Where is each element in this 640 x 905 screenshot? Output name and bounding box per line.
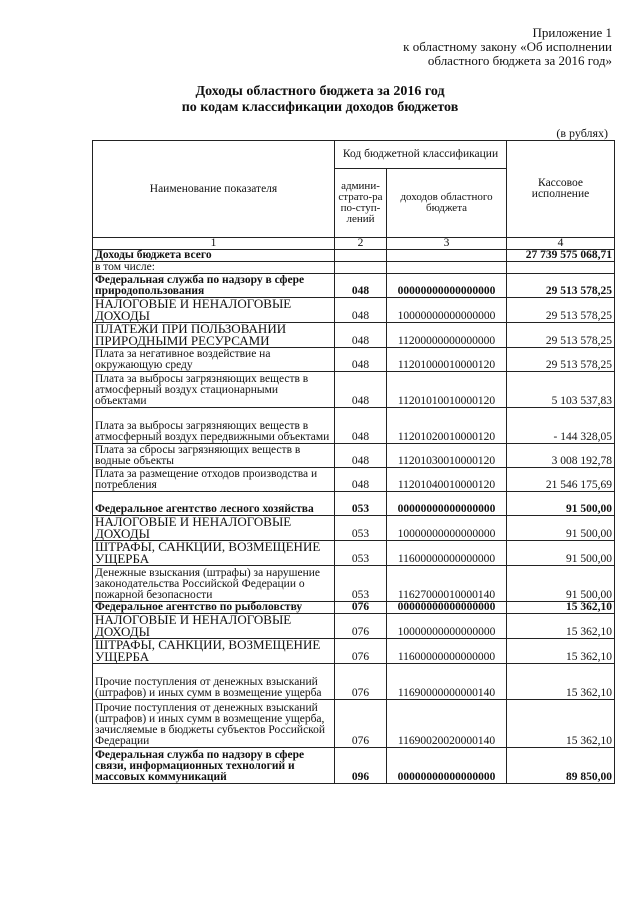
row-name: Денежные взыскания (штрафы) за нарушение законодательства Российской Федерации о пожарной безопасности — [93, 566, 335, 602]
row-admin-code: 053 — [335, 516, 387, 541]
row-admin-code: 076 — [335, 664, 387, 700]
row-revenue-code — [387, 250, 507, 262]
table-row — [93, 492, 615, 516]
row-name: Прочие поступления от денежных взысканий (штрафов) и иных сумм в возмещение ущерба — [93, 664, 335, 700]
row-admin-code: 096 — [335, 748, 387, 784]
table-row — [93, 348, 615, 372]
row-amount: 3 008 192,78 — [507, 444, 615, 468]
table-row — [93, 700, 615, 748]
row-name: Плата за выбросы загрязняющих веществ в атмосферный воздух стационарными объектами — [93, 372, 335, 408]
table-row — [93, 748, 615, 784]
row-name: ПЛАТЕЖИ ПРИ ПОЛЬЗОВАНИИ ПРИРОДНЫМИ РЕСУРСАМИ — [93, 323, 335, 348]
row-admin-code: 048 — [335, 444, 387, 468]
row-revenue-code: 11201000010000120 — [387, 348, 507, 372]
table-row — [93, 298, 615, 323]
table-row — [93, 274, 615, 298]
row-admin-code: 053 — [335, 492, 387, 516]
row-name: Плата за выбросы загрязняющих веществ в атмосферный воздух передвижными объектами — [93, 408, 335, 444]
header-code: Код бюджетной классификации — [335, 141, 507, 169]
row-revenue-code: 11201040010000120 — [387, 468, 507, 492]
row-revenue-code: 11600000000000000 — [387, 639, 507, 664]
header-amount: Кассовое исполнение — [507, 141, 615, 238]
row-name: НАЛОГОВЫЕ И НЕНАЛОГОВЫЕ ДОХОДЫ — [93, 298, 335, 323]
row-admin-code: 053 — [335, 566, 387, 602]
row-name: Доходы бюджета всего — [93, 250, 335, 262]
row-amount: 5 103 537,83 — [507, 372, 615, 408]
row-amount: 91 500,00 — [507, 492, 615, 516]
row-admin-code: 076 — [335, 639, 387, 664]
row-revenue-code: 10000000000000000 — [387, 516, 507, 541]
row-name: Плата за негативное воздействие на окружающую среду — [93, 348, 335, 372]
row-revenue-code: 11201010010000120 — [387, 372, 507, 408]
row-admin-code: 053 — [335, 541, 387, 566]
row-revenue-code: 11200000000000000 — [387, 323, 507, 348]
table-row — [93, 566, 615, 602]
table-row — [93, 408, 615, 444]
row-amount: 21 546 175,69 — [507, 468, 615, 492]
row-revenue-code: 11627000010000140 — [387, 566, 507, 602]
table-row — [93, 516, 615, 541]
row-name: НАЛОГОВЫЕ И НЕНАЛОГОВЫЕ ДОХОДЫ — [93, 614, 335, 639]
table-row — [93, 372, 615, 408]
row-amount: 91 500,00 — [507, 516, 615, 541]
row-admin-code: 048 — [335, 274, 387, 298]
title-line: Доходы областного бюджета за 2016 год — [195, 84, 445, 99]
row-name: Федеральное агентство лесного хозяйства — [93, 492, 335, 516]
row-revenue-code: 00000000000000000 — [387, 602, 507, 614]
table-body — [93, 250, 615, 784]
row-revenue-code: 00000000000000000 — [387, 274, 507, 298]
table-row — [93, 468, 615, 492]
row-amount: 29 513 578,25 — [507, 323, 615, 348]
row-revenue-code: 10000000000000000 — [387, 614, 507, 639]
row-amount: 15 362,10 — [507, 639, 615, 664]
appendix-line: областного бюджета за 2016 год» — [427, 53, 612, 68]
header-name: Наименование показателя — [93, 141, 335, 238]
table-row — [93, 262, 615, 274]
row-admin-code: 048 — [335, 323, 387, 348]
header-admin: админи-страто-ра по-ступ-лений — [335, 169, 387, 238]
row-admin-code: 048 — [335, 372, 387, 408]
row-admin-code: 048 — [335, 408, 387, 444]
units-note: (в рублях) — [556, 126, 608, 140]
row-revenue-code: 11201020010000120 — [387, 408, 507, 444]
row-amount — [507, 262, 615, 274]
revenue-table — [92, 140, 615, 784]
row-name: Плата за размещение отходов производства и потребления — [93, 468, 335, 492]
table-row — [93, 541, 615, 566]
table-row — [93, 444, 615, 468]
row-revenue-code: 11600000000000000 — [387, 541, 507, 566]
row-amount: 15 362,10 — [507, 614, 615, 639]
row-amount: 27 739 575 068,71 — [507, 250, 615, 262]
row-revenue-code: 11690020020000140 — [387, 700, 507, 748]
row-name: Федеральное агентство по рыболовству — [93, 602, 335, 614]
row-amount: 15 362,10 — [507, 602, 615, 614]
col-number: 2 — [335, 238, 387, 250]
appendix-line: Приложение 1 — [532, 25, 612, 40]
header-revenue-code: доходов областного бюджета — [387, 169, 507, 238]
table-row — [93, 323, 615, 348]
row-admin-code: 048 — [335, 348, 387, 372]
table-row — [93, 639, 615, 664]
row-name: Прочие поступления от денежных взысканий (штрафов) и иных сумм в возмещение ущерба, зачисляемые в бюджеты субъектов Российской Федерации — [93, 700, 335, 748]
row-revenue-code: 11201030010000120 — [387, 444, 507, 468]
row-revenue-code: 10000000000000000 — [387, 298, 507, 323]
row-name: в том числе: — [93, 262, 335, 274]
title-line: по кодам классификации доходов бюджетов — [181, 100, 459, 115]
row-name: Федеральная служба по надзору в сфере природопользования — [93, 274, 335, 298]
row-name: ШТРАФЫ, САНКЦИИ, ВОЗМЕЩЕНИЕ УЩЕРБА — [93, 541, 335, 566]
row-name: Плата за сбросы загрязняющих веществ в водные объекты — [93, 444, 335, 468]
row-admin-code — [335, 262, 387, 274]
table-row — [93, 250, 615, 262]
row-amount: 15 362,10 — [507, 664, 615, 700]
col-number: 1 — [93, 238, 335, 250]
row-revenue-code: 11690000000000140 — [387, 664, 507, 700]
table-row — [93, 614, 615, 639]
page-title — [60, 84, 580, 116]
row-revenue-code: 00000000000000000 — [387, 492, 507, 516]
row-amount: 29 513 578,25 — [507, 274, 615, 298]
row-revenue-code: 00000000000000000 — [387, 748, 507, 784]
row-admin-code: 048 — [335, 298, 387, 323]
row-name: ШТРАФЫ, САНКЦИИ, ВОЗМЕЩЕНИЕ УЩЕРБА — [93, 639, 335, 664]
row-amount: 29 513 578,25 — [507, 298, 615, 323]
row-admin-code — [335, 250, 387, 262]
row-amount: 91 500,00 — [507, 566, 615, 602]
col-number: 4 — [507, 238, 615, 250]
row-revenue-code — [387, 262, 507, 274]
row-amount: 29 513 578,25 — [507, 348, 615, 372]
appendix-line: к областному закону «Об исполнении — [403, 39, 612, 54]
row-amount: - 144 328,05 — [507, 408, 615, 444]
col-number: 3 — [387, 238, 507, 250]
row-admin-code: 076 — [335, 614, 387, 639]
row-admin-code: 076 — [335, 700, 387, 748]
row-admin-code: 076 — [335, 602, 387, 614]
row-amount: 89 850,00 — [507, 748, 615, 784]
row-amount: 91 500,00 — [507, 541, 615, 566]
appendix-note — [340, 26, 612, 68]
table-row — [93, 664, 615, 700]
row-name: НАЛОГОВЫЕ И НЕНАЛОГОВЫЕ ДОХОДЫ — [93, 516, 335, 541]
row-name: Федеральная служба по надзору в сфере связи, информационных технологий и массовых коммуникаций — [93, 748, 335, 784]
row-amount: 15 362,10 — [507, 700, 615, 748]
row-admin-code: 048 — [335, 468, 387, 492]
